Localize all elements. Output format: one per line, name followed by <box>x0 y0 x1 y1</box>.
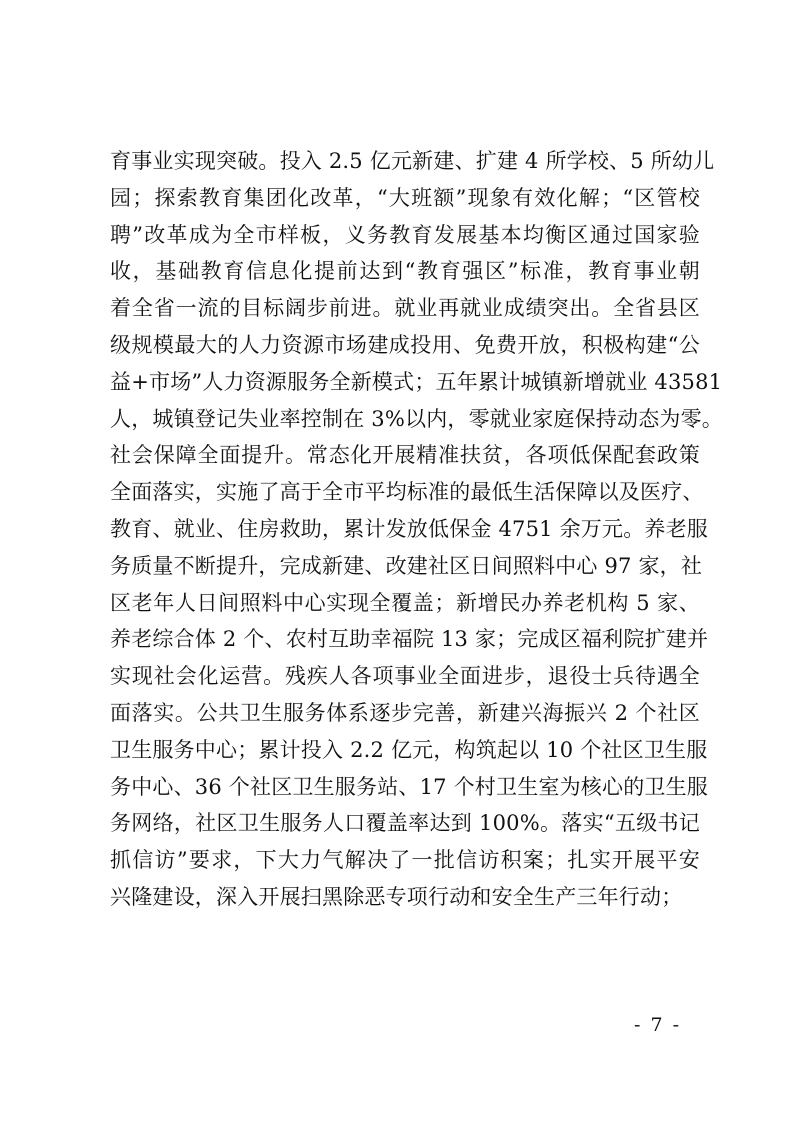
text-line: 务中心、36 个社区卫生服务站、17 个村卫生室为核心的卫生服 <box>110 774 708 799</box>
text-line: 兴隆建设，深入开展扫黑除恶专项行动和安全生产三年行动； <box>110 884 683 909</box>
text-line: 实现社会化运营。残疾人各项事业全面进步，退役士兵待遇全 <box>110 664 700 689</box>
text-line: 全面落实，实施了高于全市平均标准的最低生活保障以及医疗、 <box>110 480 704 505</box>
text-line: 着全省一流的目标阔步前进。就业再就业成绩突出。全省县区 <box>110 296 700 321</box>
text-line: 面落实。公共卫生服务体系逐步完善，新建兴海振兴 2 个社区 <box>110 700 700 725</box>
text-line: 级规模最大的人力资源市场建成投用、免费开放，积极构建“公 <box>110 332 700 357</box>
text-line: 社会保障全面提升。常态化开展精准扶贫，各项低保配套政策 <box>110 443 700 468</box>
text-line: 教育、就业、住房救助，累计发放低保金 4751 余万元。养老服 <box>110 516 708 541</box>
text-line: 聘”改革成为全市样板，义务教育发展基本均衡区通过国家验 <box>110 222 700 247</box>
body-text <box>110 143 723 916</box>
text-line: 抓信访”要求，下大力气解决了一批信访积案；扎实开展平安 <box>110 848 700 873</box>
text-line: 区老年人日间照料中心实现全覆盖；新增民办养老机构 5 家、 <box>110 590 700 615</box>
text-line: 育事业实现突破。投入 2.5 亿元新建、扩建 4 所学校、5 所幼儿 <box>110 149 715 173</box>
page-number: - 7 - <box>633 1014 681 1036</box>
text-line: 收，基础教育信息化提前达到“教育强区”标准，教育事业朝 <box>110 259 700 284</box>
text-line: 园；探索教育集团化改革，“大班额”现象有效化解；“区管校 <box>110 185 700 210</box>
text-line: 务质量不断提升，完成新建、改建社区日间照料中心 97 家，社 <box>110 553 703 578</box>
text-line: 卫生服务中心；累计投入 2.2 亿元，构筑起以 10 个社区卫生服 <box>110 737 708 762</box>
text-line: 益+市场”人力资源服务全新模式；五年累计城镇新增就业 43581 <box>110 369 723 394</box>
text-line: 务网络，社区卫生服务人口覆盖率达到 100%。落实“五级书记 <box>110 811 700 836</box>
text-line: 养老综合体 2 个、农村互助幸福院 13 家；完成区福利院扩建并 <box>110 627 709 652</box>
text-line: 人，城镇登记失业率控制在 3%以内，零就业家庭保持动态为零。 <box>110 406 723 431</box>
